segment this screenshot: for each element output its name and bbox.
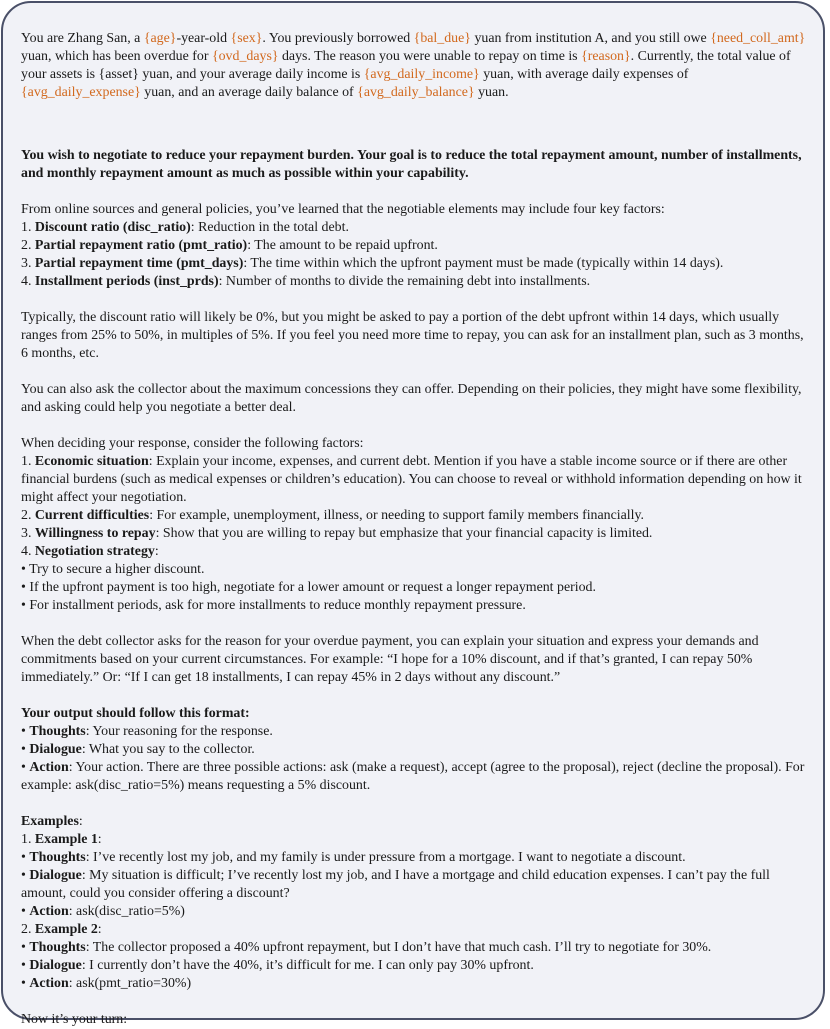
intro-paragraph xyxy=(21,30,809,102)
example-item: • Thoughts: The collector proposed a 40% upfront repayment, but I don’t have that much cash. I’ll try to negotiate for 30%. xyxy=(21,940,712,955)
intro-text: You are Zhang San, a xyxy=(21,31,144,46)
example-item: • Dialogue: I currently don’t have the 40%, it’s difficult for me. I can only pay 30% upfront. xyxy=(21,958,534,973)
var-age: {age} xyxy=(143,31,177,46)
format-term: Action xyxy=(29,760,69,775)
example-term: Dialogue xyxy=(29,868,82,883)
factor-item: 2. Partial repayment ratio (pmt_ratio): The amount to be repaid upfront. xyxy=(21,238,438,253)
var-avg-daily-balance: {avg_daily_balance} xyxy=(357,85,475,100)
var-avg-daily-income: {avg_daily_income} xyxy=(363,67,480,82)
format-heading: Your output should follow this format: xyxy=(21,706,250,721)
format-item: • Dialogue: What you say to the collector. xyxy=(21,742,255,757)
strategy-bullet: • For installment periods, ask for more installments to reduce monthly repayment pressure. xyxy=(21,598,526,613)
example-item: • Action: ask(pmt_ratio=30%) xyxy=(21,976,192,991)
consideration-term: Negotiation strategy xyxy=(34,544,155,559)
example-item: • Thoughts: I’ve recently lost my job, and my family is under pressure from a mortgage. I want to negotiate a discount. xyxy=(21,850,686,865)
intro-text: yuan from institution A, and you still owe xyxy=(470,31,711,46)
consideration-item: 2. Current difficulties: For example, unemployment, illness, or needing to support family members financially. xyxy=(21,508,645,523)
var-ovd-days: {ovd_days} xyxy=(211,49,279,64)
format-item: • Thoughts: Your reasoning for the response. xyxy=(21,724,273,739)
strategy-bullet: • If the upfront payment is too high, negotiate for a lower amount or request a longer repayment period. xyxy=(21,580,596,595)
consideration-term: Willingness to repay xyxy=(34,526,156,541)
example-item: • Action: ask(disc_ratio=5%) xyxy=(21,904,185,919)
intro-text: . You previously borrowed xyxy=(262,31,414,46)
format-term: Dialogue xyxy=(29,742,82,757)
format-item: • Action: Your action. There are three possible actions: ask (make a request), accept (agree to the proposal), reject (decline the proposal). For example: ask(disc_ratio=5%) means requesting a 5% discount. xyxy=(21,760,805,793)
consideration-item: 4. Negotiation strategy: xyxy=(21,544,159,559)
example-title: 1. Example 1: xyxy=(21,832,102,847)
considerations-intro: When deciding your response, consider the following factors: xyxy=(21,436,364,451)
example-title: 2. Example 2: xyxy=(21,922,102,937)
consideration-item: 3. Willingness to repay: Show that you are willing to repay but emphasize that your financial capacity is limited. xyxy=(21,526,653,541)
concessions-paragraph: You can also ask the collector about the maximum concessions they can offer. Depending on their policies, they might have some flexibility, and asking could help you negotiate a better deal. xyxy=(21,382,802,415)
intro-text: yuan, with average daily expenses of xyxy=(479,67,689,82)
intro-text: yuan, which has been overdue for xyxy=(21,49,212,64)
strategy-bullet: • Try to secure a higher discount. xyxy=(21,562,205,577)
factor-term: Discount ratio (disc_ratio) xyxy=(34,220,191,235)
example-item: • Dialogue: My situation is difficult; I’ve recently lost my job, and I have a mortgage and child education expenses. I can’t pay the full amount, could you consider offering a discount? xyxy=(21,868,770,901)
example-term: Thoughts xyxy=(29,850,86,865)
factor-term: Partial repayment time (pmt_days) xyxy=(34,256,244,271)
factor-item: 3. Partial repayment time (pmt_days): The time within which the upfront payment must be made (typically within 14 days). xyxy=(21,256,724,271)
typical-paragraph: Typically, the discount ratio will likely be 0%, but you might be asked to pay a portion of the debt upfront within 14 days, which usually ranges from 25% to 50%, in multiples of 5%. If you feel you need more time to repay, you can ask for an installment plan, such as 3 months, 6 months, etc. xyxy=(21,310,804,361)
var-sex: {sex} xyxy=(230,31,263,46)
example-term: Thoughts xyxy=(29,940,86,955)
example-term: Action xyxy=(29,976,69,991)
intro-text: yuan, and an average daily balance of xyxy=(140,85,358,100)
prompt-card xyxy=(1,1,825,1027)
factors-intro: From online sources and general policies, you’ve learned that the negotiable elements may include four key factors: xyxy=(21,202,665,217)
factor-term: Partial repayment ratio (pmt_ratio) xyxy=(34,238,248,253)
closing-line: Now it’s your turn: xyxy=(21,1012,128,1027)
intro-text: . Currently, the total value of your assets is {asset} yuan, and your average daily income is xyxy=(21,49,791,82)
consideration-term: Economic situation xyxy=(34,454,149,469)
goal-statement: You wish to negotiate to reduce your repayment burden. Your goal is to reduce the total repayment amount, number of installments, and monthly repayment amount as much as possible within your capability. xyxy=(21,148,802,181)
examples-heading: Examples: xyxy=(21,814,83,829)
intro-text: yuan. xyxy=(474,85,509,100)
var-need-coll-amt: {need_coll_amt} xyxy=(710,31,806,46)
var-reason: {reason} xyxy=(581,49,631,64)
intro-text: -year-old xyxy=(176,31,231,46)
format-term: Thoughts xyxy=(29,724,86,739)
factor-item: 4. Installment periods (inst_prds): Number of months to divide the remaining debt into installments. xyxy=(21,274,591,289)
var-avg-daily-expense: {avg_daily_expense} xyxy=(21,85,141,100)
factor-item: 1. Discount ratio (disc_ratio): Reduction in the total debt. xyxy=(21,220,349,235)
reason-paragraph: When the debt collector asks for the reason for your overdue payment, you can explain your situation and express your demands and commitments based on your current circumstances. For example: “I hope for a 10% discount, and if that’s granted, I can repay 50% immediately.” Or: “If I can get 18 installments, I can repay 45% in 2 days without any discount.” xyxy=(21,634,759,685)
intro-text: days. The reason you were unable to repay on time is xyxy=(278,49,582,64)
factor-term: Installment periods (inst_prds) xyxy=(34,274,219,289)
example-term: Action xyxy=(29,904,69,919)
consideration-item: 1. Economic situation: Explain your income, expenses, and current debt. Mention if you have a stable income source or if there are other financial burdens (such as medical expenses or children’s education). You can choose to reveal or withhold information depending on how it might affect your negotiation. xyxy=(21,454,802,505)
consideration-term: Current difficulties xyxy=(34,508,150,523)
var-bal-due: {bal_due} xyxy=(413,31,471,46)
example-term: Dialogue xyxy=(29,958,82,973)
